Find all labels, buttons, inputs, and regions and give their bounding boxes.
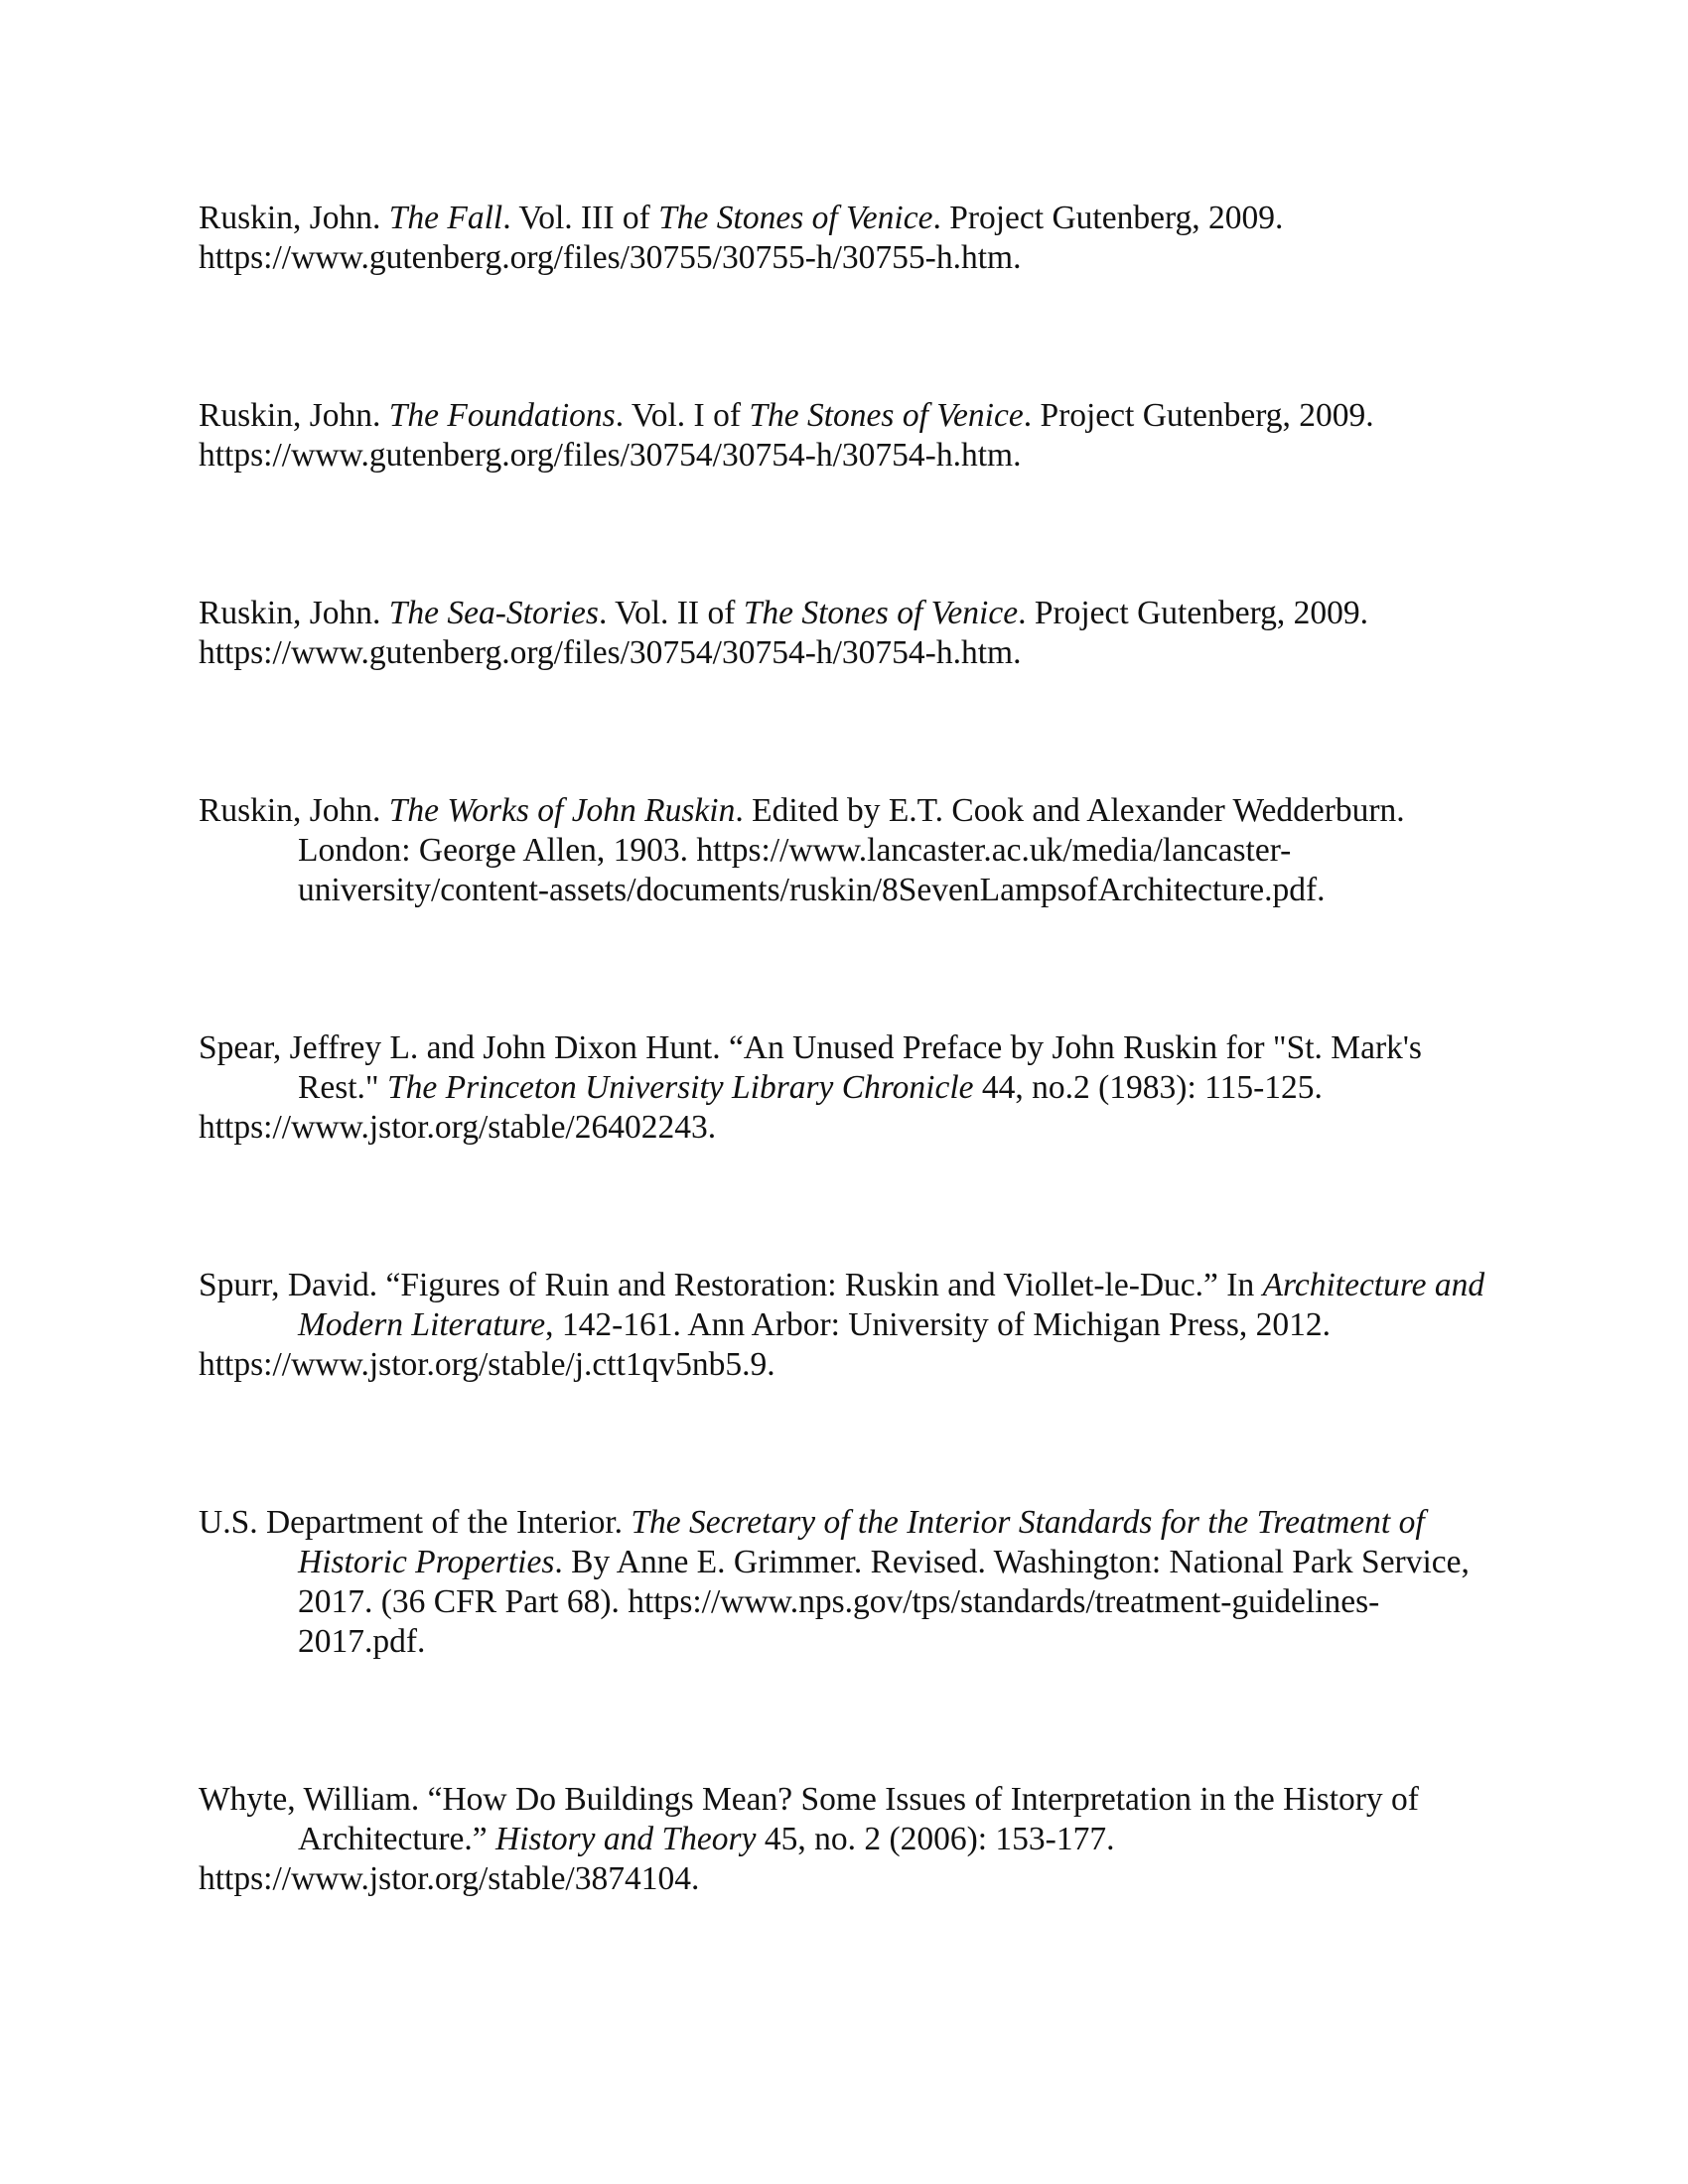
entry-title-italic: The Stones of Venice	[658, 200, 933, 236]
entry-title-italic: The Secretary of the Interior Standards for the Treatment of Historic Properties	[298, 1504, 1425, 1580]
entry-text: U.S. Department of the Interior.	[199, 1504, 632, 1541]
entry-title-italic: The Princeton University Library Chronicle	[386, 1069, 974, 1106]
bibliography-entry	[199, 1780, 1489, 1899]
entry-url: https://www.jstor.org/stable/j.ctt1qv5nb5.9.	[199, 1346, 775, 1383]
bibliography-entry	[199, 1503, 1489, 1662]
entry-text: Ruskin, John.	[199, 397, 389, 434]
entry-title-italic: The Works of John Ruskin	[388, 792, 736, 829]
entry-text: . Vol. II of	[598, 595, 744, 631]
entry-url: https://www.jstor.org/stable/26402243.	[199, 1109, 717, 1146]
entry-text: . By Anne E. Grimmer. Revised. Washington: National Park Service, 2017. (36 CFR Part 68). https://www.nps.gov/tps/standards/treatment-guidelines-2017.pdf.	[298, 1544, 1470, 1660]
bibliography-list	[199, 199, 1489, 2017]
entry-text: , 142-161. Ann Arbor: University of Michigan Press, 2012.	[545, 1306, 1331, 1343]
entry-text: . Project Gutenberg, 2009.	[1018, 595, 1368, 631]
entry-title-italic: Architecture and Modern Literature	[298, 1267, 1485, 1343]
entry-text: . Project Gutenberg, 2009.	[932, 200, 1284, 236]
entry-url: https://www.jstor.org/stable/3874104.	[199, 1860, 700, 1897]
bibliography-entry	[199, 1266, 1489, 1385]
entry-text: Spear, Jeffrey L. and John Dixon Hunt. “An Unused Preface by John Ruskin for "St. Mark's Rest."	[199, 1029, 1422, 1106]
bibliography-entry	[199, 594, 1489, 673]
entry-url: https://www.gutenberg.org/files/30754/30754-h/30754-h.htm.	[199, 437, 1022, 474]
entry-title-italic: The Foundations	[388, 397, 616, 434]
entry-text: . Vol. III of	[502, 200, 659, 236]
entry-text: . Edited by E.T. Cook and Alexander Wedderburn. London: George Allen, 1903. https://www.lancaster.ac.uk/media/lancaster-university/content-assets/documents/ruskin/8SevenLampsofArchitecture.pdf.	[298, 792, 1405, 908]
entry-title-italic: The Fall	[388, 200, 503, 236]
entry-text: . Vol. I of	[615, 397, 750, 434]
bibliography-entry	[199, 791, 1489, 910]
bibliography-entry	[199, 396, 1489, 476]
entry-text: Whyte, William. “How Do Buildings Mean? Some Issues of Interpretation in the History of Architecture.”	[199, 1781, 1419, 1857]
entry-title-italic: The Stones of Venice	[749, 397, 1024, 434]
bibliography-entry	[199, 199, 1489, 278]
entry-url: https://www.gutenberg.org/files/30755/30755-h/30755-h.htm.	[199, 239, 1022, 276]
bibliography-entry	[199, 1028, 1489, 1148]
entry-title-italic: History and Theory	[495, 1821, 757, 1857]
entry-text: Ruskin, John.	[199, 200, 389, 236]
entry-title-italic: The Sea-Stories	[388, 595, 599, 631]
entry-text: 44, no.2 (1983): 115-125.	[973, 1069, 1323, 1106]
entry-text: Ruskin, John.	[199, 792, 389, 829]
entry-url: https://www.gutenberg.org/files/30754/30754-h/30754-h.htm.	[199, 634, 1022, 671]
entry-text: . Project Gutenberg, 2009.	[1023, 397, 1374, 434]
entry-text: Spurr, David. “Figures of Ruin and Restoration: Ruskin and Viollet-le-Duc.” In	[199, 1267, 1263, 1303]
entry-text: Ruskin, John.	[199, 595, 389, 631]
entry-text: 45, no. 2 (2006): 153-177.	[756, 1821, 1115, 1857]
entry-title-italic: The Stones of Venice	[743, 595, 1019, 631]
